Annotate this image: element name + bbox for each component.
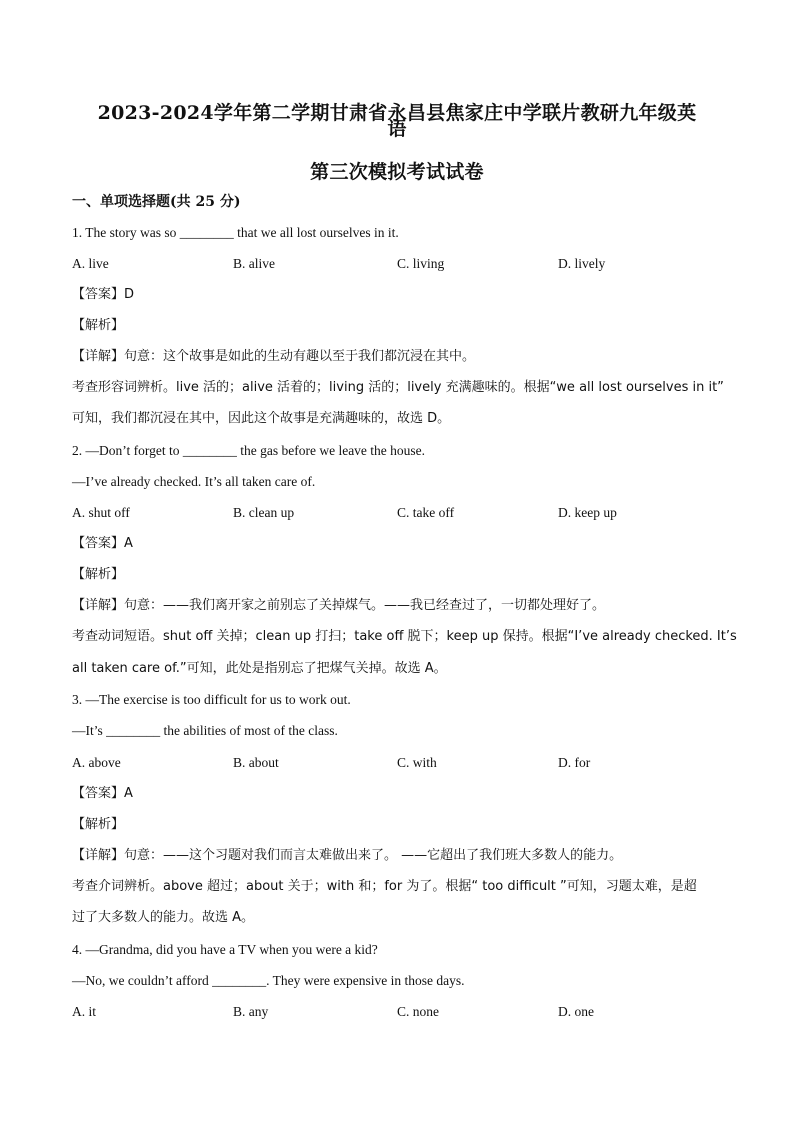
question-2-detail-2: 考查动词短语。shut off 关掉；clean up 打扫；take off 脱下；keep up 保持。根据“I’ve already checked. It’s xyxy=(72,629,737,644)
option-a: A. live xyxy=(72,256,109,271)
question-2-analysis-label: 【解析】 xyxy=(72,567,125,582)
option-a: A. it xyxy=(72,1004,97,1019)
option-b: B. about xyxy=(233,755,279,770)
option-d: D. lively xyxy=(558,256,606,271)
option-d: D. keep up xyxy=(558,505,617,520)
option-b: B. clean up xyxy=(233,505,295,520)
exam-title-line1: 2023-2024学年第二学期甘肃省永昌县焦家庄中学联片教研九年级英 xyxy=(97,102,697,124)
option-c: C. with xyxy=(397,755,437,770)
option-b: B. any xyxy=(233,1004,269,1019)
question-3-answer: 【答案】A xyxy=(72,786,133,801)
question-3-analysis-label: 【解析】 xyxy=(72,817,125,832)
question-2-options xyxy=(72,503,722,523)
question-3-stem: 3. —The exercise is too difficult for us to work out. xyxy=(72,692,351,707)
option-a: A. above xyxy=(72,755,121,770)
question-1-detail-1: 【详解】句意：这个故事是如此的生动有趣以至于我们都沉浸在其中。 xyxy=(72,349,476,364)
question-1-answer: 【答案】D xyxy=(72,287,135,302)
question-2-stem: 2. —Don’t forget to ________ the gas before we leave the house. xyxy=(72,443,426,458)
question-3-detail-1: 【详解】句意：——这个习题对我们而言太难做出来了。 ——它超出了我们班大多数人的能力。 xyxy=(72,848,623,863)
section-heading: 一、单项选择题(共 25 分) xyxy=(72,194,241,210)
question-1-options xyxy=(72,254,722,274)
option-d: D. for xyxy=(558,755,591,770)
question-2-detail-1: 【详解】句意：——我们离开家之前别忘了关掉煤气。——我已经查过了，一切都处理好了。 xyxy=(72,598,606,613)
question-3-stem-reply: —It’s ________ the abilities of most of the class. xyxy=(72,723,338,738)
option-a: A. shut off xyxy=(72,505,130,520)
exam-title-line3: 第三次模拟考试试卷 xyxy=(310,161,484,183)
question-2-answer: 【答案】A xyxy=(72,536,133,551)
question-1-detail-3: 可知，我们都沉浸在其中，因此这个故事是充满趣味的，故选 D。 xyxy=(72,411,451,426)
exam-title-line2: 语 xyxy=(387,118,407,140)
option-b: B. alive xyxy=(233,256,275,271)
option-c: C. take off xyxy=(397,505,455,520)
option-c: C. living xyxy=(397,256,445,271)
question-2-stem-reply: —I’ve already checked. It’s all taken care of. xyxy=(72,474,316,489)
question-1-analysis-label: 【解析】 xyxy=(72,318,125,333)
question-4-stem: 4. —Grandma, did you have a TV when you were a kid? xyxy=(72,942,378,957)
question-4-options xyxy=(72,1002,722,1022)
option-d: D. one xyxy=(558,1004,594,1019)
option-c: C. none xyxy=(397,1004,439,1019)
question-3-options xyxy=(72,753,722,773)
question-1-detail-2: 考查形容词辨析。live 活的；alive 活着的；living 活的；lively 充满趣味的。根据“we all lost ourselves in it” xyxy=(72,380,724,395)
question-2-detail-3: all taken care of.”可知，此处是指别忘了把煤气关掉。故选 A。 xyxy=(72,661,447,676)
question-3-detail-2: 考查介词辨析。above 超过；about 关于；with 和；for 为了。根据“ too difficult ”可知，习题太难，是超 xyxy=(72,879,697,894)
question-3-detail-3: 过了大多数人的能力。故选 A。 xyxy=(72,910,255,925)
question-4-stem-reply: —No, we couldn’t afford ________. They were expensive in those days. xyxy=(72,973,465,988)
question-1-stem: 1. The story was so ________ that we all lost ourselves in it. xyxy=(72,225,399,240)
